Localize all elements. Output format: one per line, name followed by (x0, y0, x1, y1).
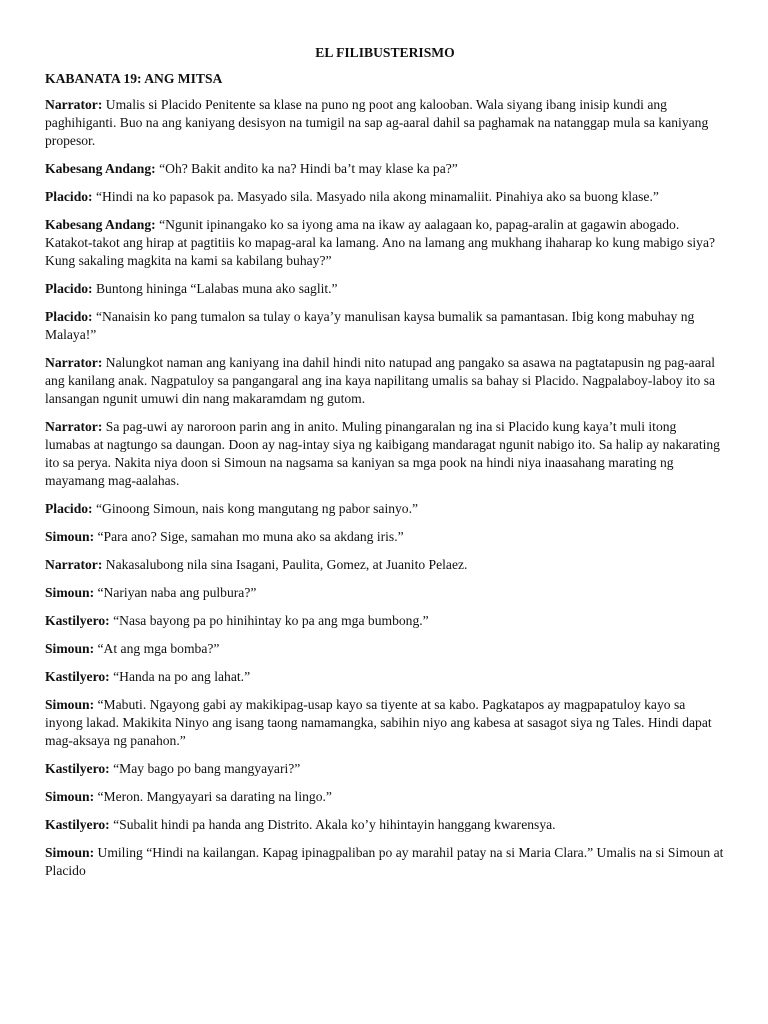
speaker-label: Narrator: (45, 97, 103, 112)
line-text: “At ang mga bomba?” (97, 641, 220, 656)
line-text: “Subalit hindi pa handa ang Distrito. Akala ko’y hihintayin hanggang kwarensya. (113, 817, 556, 832)
speaker-label: Placido: (45, 281, 93, 296)
dialogue-line (45, 500, 725, 518)
dialogue-line (45, 584, 725, 602)
dialogue-line (45, 816, 725, 834)
line-text: Nalungkot naman ang kaniyang ina dahil hindi nito natupad ang pangako sa asawa na pagtatapusin ng pag-aaral ang kanilang anak. Nagpatuloy sa pangangaral ang ina kaya napilitang umalis sa bahay si Placido. Nagpalaboy-laboy ito sa lansangan ngunit umuwi din nang makaramdam ng gutom. (45, 355, 716, 406)
speaker-label: Simoun: (45, 789, 95, 804)
dialogue-line (45, 612, 725, 630)
speaker-label: Simoun: (45, 585, 95, 600)
line-text: “Oh? Bakit andito ka na? Hindi ba’t may klase ka pa?” (159, 161, 458, 176)
speaker-label: Placido: (45, 501, 93, 516)
line-text: Buntong hininga “Lalabas muna ako saglit.” (95, 281, 338, 296)
dialogue-line (45, 188, 725, 206)
line-text: “Nasa bayong pa po hinihintay ko pa ang mga bumbong.” (113, 613, 429, 628)
line-text: “Hindi na ko papasok pa. Masyado sila. Masyado nila akong minamaliit. Pinahiya ako sa buong klase.” (95, 189, 659, 204)
speaker-label: Kabesang Andang: (45, 217, 156, 232)
dialogue-line (45, 418, 725, 490)
dialogue-line (45, 216, 725, 270)
speaker-label: Placido: (45, 309, 93, 324)
dialogue-line (45, 280, 725, 298)
line-text: Umiling “Hindi na kailangan. Kapag ipinagpaliban po ay marahil patay na si Maria Clara.” Umalis na si Simoun at Placido (45, 845, 724, 878)
dialogue-line (45, 160, 725, 178)
line-text: “Para ano? Sige, samahan mo muna ako sa akdang iris.” (97, 529, 404, 544)
line-text: “Nariyan naba ang pulbura?” (97, 585, 257, 600)
line-text: Sa pag-uwi ay naroroon parin ang in anito. Muling pinangaralan ng ina si Placido kung kaya’t muli itong lumabas at nagtungo sa daungan. Doon ay nag-intay siya ng kaibigang mandaragat ngunit nabigo ito. Sa halip ay nakarating ito sa perya. Nakita niya doon si Simoun na nagsama sa kaniyan sa mga pook na hindi niya inaasahang marating ng mayamang mag-aalahas. (45, 419, 720, 488)
document-title: EL FILIBUSTERISMO (315, 45, 455, 60)
line-text: “Mabuti. Ngayong gabi ay makikipag-usap kayo sa tiyente at sa kabo. Pagkatapos ay magpapatuloy kayo sa inyong lakad. Makikita Ninyo ang isang taong namamangka, sabihin niyo ang kabesa at sasagot siya ng Tales. Hindi dapat mag-aksaya ng panahon.” (45, 697, 712, 748)
speaker-label: Narrator: (45, 557, 103, 572)
dialogue-line (45, 354, 725, 408)
speaker-label: Kastilyero: (45, 817, 110, 832)
speaker-label: Placido: (45, 189, 93, 204)
dialogue-line (45, 760, 725, 778)
dialogue-line (45, 528, 725, 546)
line-text: “Ginoong Simoun, nais kong mangutang ng pabor sainyo.” (95, 501, 419, 516)
line-text: “Handa na po ang lahat.” (113, 669, 251, 684)
dialogue-line (45, 640, 725, 658)
speaker-label: Narrator: (45, 355, 103, 370)
dialogue-line (45, 844, 725, 880)
speaker-label: Kabesang Andang: (45, 161, 156, 176)
line-text: “Ngunit ipinangako ko sa iyong ama na ikaw ay aalagaan ko, papag-aralin at gagawin abogado. Katakot-takot ang hirap at pagtitiis ko mapag-aral ka lamang. Ano na lamang ang mukhang ihaharap ko kung mabigo siya? Kung sakaling magkita na kami sa kabilang buhay?” (45, 217, 716, 268)
chapter-title: KABANATA 19: ANG MITSA (45, 71, 223, 86)
dialogue-line (45, 696, 725, 750)
speaker-label: Kastilyero: (45, 761, 110, 776)
dialogue-line (45, 96, 725, 150)
speaker-label: Simoun: (45, 529, 95, 544)
line-text: Umalis si Placido Penitente sa klase na puno ng poot ang kalooban. Wala siyang ibang inisip kundi ang paghihiganti. Buo na ang kaniyang desisyon na tumigil na sap ag-aaral dahil sa paghamak na natanggap mula sa kaniyang propesor. (45, 97, 709, 148)
speaker-label: Kastilyero: (45, 669, 110, 684)
speaker-label: Simoun: (45, 845, 95, 860)
document-page (45, 44, 725, 890)
dialogue-line (45, 308, 725, 344)
line-text: “Nanaisin ko pang tumalon sa tulay o kaya’y manulisan kaysa bumalik sa pamantasan. Ibig kong mabuhay ng Malaya!” (45, 309, 695, 342)
speaker-label: Simoun: (45, 641, 95, 656)
speaker-label: Narrator: (45, 419, 103, 434)
dialogue-body (45, 96, 725, 880)
speaker-label: Kastilyero: (45, 613, 110, 628)
dialogue-line (45, 556, 725, 574)
line-text: “Meron. Mangyayari sa darating na lingo.” (97, 789, 332, 804)
line-text: “May bago po bang mangyayari?” (113, 761, 301, 776)
speaker-label: Simoun: (45, 697, 95, 712)
dialogue-line (45, 668, 725, 686)
dialogue-line (45, 788, 725, 806)
line-text: Nakasalubong nila sina Isagani, Paulita, Gomez, at Juanito Pelaez. (105, 557, 468, 572)
